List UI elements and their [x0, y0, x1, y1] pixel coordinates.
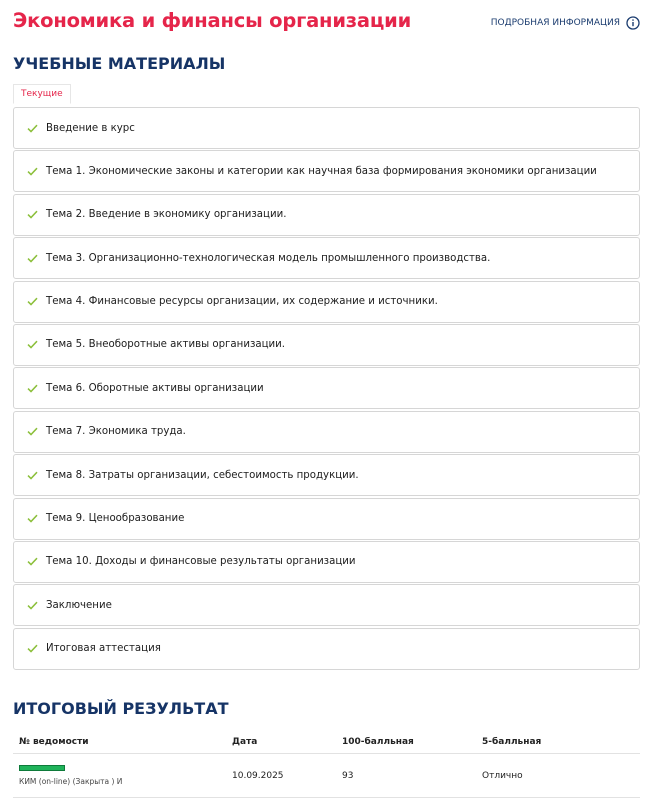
check-icon [27, 340, 38, 349]
module-item[interactable] [13, 411, 640, 453]
check-icon [27, 384, 38, 393]
module-label: Тема 6. Оборотные активы организации [46, 382, 264, 394]
column-header: 5-балльная [482, 736, 542, 747]
module-label: Введение в курс [46, 122, 135, 134]
check-icon [27, 167, 38, 176]
result-table [13, 730, 640, 798]
column-header: 100-балльная [342, 736, 414, 747]
doc-cell [13, 765, 232, 786]
column-header: № ведомости [19, 736, 89, 747]
module-item[interactable] [13, 107, 640, 149]
module-label: Тема 1. Экономические законы и категории как научная база формирования экономики организации [46, 165, 597, 177]
check-icon [27, 297, 38, 306]
module-label: Тема 7. Экономика труда. [46, 426, 186, 438]
check-icon [27, 557, 38, 566]
materials-section-title: УЧЕБНЫЕ МАТЕРИАЛЫ [13, 54, 226, 73]
check-icon [27, 210, 38, 219]
check-icon [27, 427, 38, 436]
module-label: Тема 10. Доходы и финансовые результаты организации [46, 556, 356, 568]
check-icon [27, 644, 38, 653]
module-item[interactable] [13, 454, 640, 496]
check-icon [27, 124, 38, 133]
table-row [13, 754, 640, 798]
score100-cell: 93 [342, 770, 354, 781]
table-header [13, 730, 640, 754]
module-label: Тема 8. Затраты организации, себестоимость продукции. [46, 469, 359, 481]
tab-current[interactable]: Текущие [13, 84, 71, 104]
column-header: Дата [232, 736, 258, 747]
module-item[interactable] [13, 281, 640, 323]
module-item[interactable] [13, 237, 640, 279]
module-item[interactable] [13, 498, 640, 540]
details-link-label: ПОДРОБНАЯ ИНФОРМАЦИЯ [490, 18, 620, 28]
module-list [13, 107, 640, 671]
module-label: Тема 3. Организационно-технологическая модель промышленного производства. [46, 252, 491, 264]
check-icon [27, 514, 38, 523]
doc-status-bar [19, 765, 65, 771]
module-item[interactable] [13, 628, 640, 670]
module-label: Тема 4. Финансовые ресурсы организации, их содержание и источники. [46, 296, 438, 308]
page-title: Экономика и финансы организации [13, 9, 412, 32]
details-link[interactable] [491, 16, 640, 30]
info-icon [626, 16, 640, 30]
module-item[interactable] [13, 194, 640, 236]
score5-cell: Отлично [482, 770, 523, 781]
module-label: Заключение [46, 599, 112, 611]
module-item[interactable] [13, 541, 640, 583]
check-icon [27, 601, 38, 610]
module-label: Тема 9. Ценообразование [46, 513, 185, 525]
date-cell: 10.09.2025 [232, 770, 284, 781]
module-item[interactable] [13, 324, 640, 366]
module-label: Тема 5. Внеоборотные активы организации. [46, 339, 286, 351]
module-item[interactable] [13, 150, 640, 192]
check-icon [27, 254, 38, 263]
module-item[interactable] [13, 584, 640, 626]
doc-label[interactable]: КИМ (on-line) (Закрыта ) И [19, 777, 123, 786]
module-item[interactable] [13, 367, 640, 409]
result-section-title: ИТОГОВЫЙ РЕЗУЛЬТАТ [13, 699, 229, 718]
module-label: Тема 2. Введение в экономику организации. [46, 209, 287, 221]
module-label: Итоговая аттестация [46, 643, 161, 655]
check-icon [27, 471, 38, 480]
